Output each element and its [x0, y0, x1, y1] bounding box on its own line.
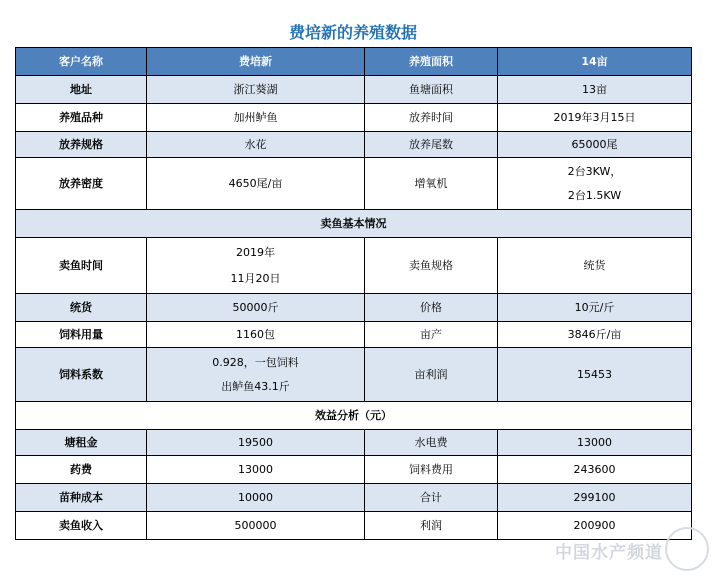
- row-label: 统货: [16, 294, 147, 322]
- row-label: 增氧机: [365, 158, 498, 210]
- row-label: 养殖品种: [16, 104, 147, 132]
- feed-ratio-line-2: 出鲈鱼43.1斤: [221, 379, 290, 393]
- row-label: 亩利润: [365, 348, 498, 402]
- row-label: 地址: [16, 76, 147, 104]
- row-label: 苗种成本: [16, 484, 147, 512]
- table-row: [16, 512, 692, 540]
- row-value: 299100: [498, 484, 692, 512]
- sale-time-line-1: 2019年: [236, 245, 275, 259]
- row-value: 加州鲈鱼: [147, 104, 365, 132]
- table-row: [16, 456, 692, 484]
- table-row: [16, 158, 692, 210]
- row-value: 13亩: [498, 76, 692, 104]
- table-row: [16, 76, 692, 104]
- feed-ratio-line-1: 0.928，一包饲料: [212, 355, 299, 369]
- row-label: 饲料费用: [365, 456, 498, 484]
- row-value: [147, 238, 365, 294]
- row-value: 200900: [498, 512, 692, 540]
- row-value: 500000: [147, 512, 365, 540]
- row-label: 水电费: [365, 430, 498, 456]
- row-label: 亩产: [365, 322, 498, 348]
- row-label: 鱼塘面积: [365, 76, 498, 104]
- row-label: 利润: [365, 512, 498, 540]
- watermark-logo-icon: [665, 527, 709, 571]
- row-value: [498, 158, 692, 210]
- row-label: 放养密度: [16, 158, 147, 210]
- table-row: [16, 104, 692, 132]
- row-value: 10000: [147, 484, 365, 512]
- table-row: [16, 322, 692, 348]
- row-label: 价格: [365, 294, 498, 322]
- row-label: 塘租金: [16, 430, 147, 456]
- row-value: 统货: [498, 238, 692, 294]
- row-label: 饲料用量: [16, 322, 147, 348]
- sale-time-line-2: 11月20日: [230, 271, 281, 285]
- table-header-row: [16, 48, 692, 76]
- row-value: 243600: [498, 456, 692, 484]
- row-value: 2019年3月15日: [498, 104, 692, 132]
- row-label: 放养尾数: [365, 132, 498, 158]
- row-label: 饲料系数: [16, 348, 147, 402]
- row-value: 13000: [498, 430, 692, 456]
- section-header-sale: [16, 210, 692, 238]
- row-label: 放养规格: [16, 132, 147, 158]
- row-label: 卖鱼时间: [16, 238, 147, 294]
- row-label: 卖鱼收入: [16, 512, 147, 540]
- section-header-benefit: [16, 402, 692, 430]
- section-title: 卖鱼基本情况: [16, 210, 692, 238]
- watermark-text: 中国水产频道: [555, 543, 663, 563]
- row-value: [147, 348, 365, 402]
- row-value: 10元/斤: [498, 294, 692, 322]
- row-value: 13000: [147, 456, 365, 484]
- table-row: [16, 430, 692, 456]
- row-value: 65000尾: [498, 132, 692, 158]
- aerator-line-1: 2台3KW，: [567, 164, 622, 178]
- row-value: 3846斤/亩: [498, 322, 692, 348]
- page-title: 费培新的养殖数据: [288, 23, 417, 42]
- section-title: 效益分析（元）: [16, 402, 692, 430]
- header-cell: 费培新: [147, 48, 365, 76]
- row-label: 药费: [16, 456, 147, 484]
- header-cell: 14亩: [498, 48, 692, 76]
- aerator-line-2: 2台1.5KW: [567, 188, 622, 202]
- table-row: [16, 238, 692, 294]
- row-value: 50000斤: [147, 294, 365, 322]
- header-cell: 养殖面积: [365, 48, 498, 76]
- row-value: 1160包: [147, 322, 365, 348]
- row-value: 4650尾/亩: [147, 158, 365, 210]
- row-value: 水花: [147, 132, 365, 158]
- row-value: 浙江葵湖: [147, 76, 365, 104]
- table-row: [16, 484, 692, 512]
- farm-data-table: [15, 47, 692, 540]
- row-label: 卖鱼规格: [365, 238, 498, 294]
- header-cell: 客户名称: [16, 48, 147, 76]
- table-row: [16, 294, 692, 322]
- row-value: 19500: [147, 430, 365, 456]
- table-row: [16, 348, 692, 402]
- row-label: 合计: [365, 484, 498, 512]
- table-row: [16, 132, 692, 158]
- row-value: 15453: [498, 348, 692, 402]
- row-label: 放养时间: [365, 104, 498, 132]
